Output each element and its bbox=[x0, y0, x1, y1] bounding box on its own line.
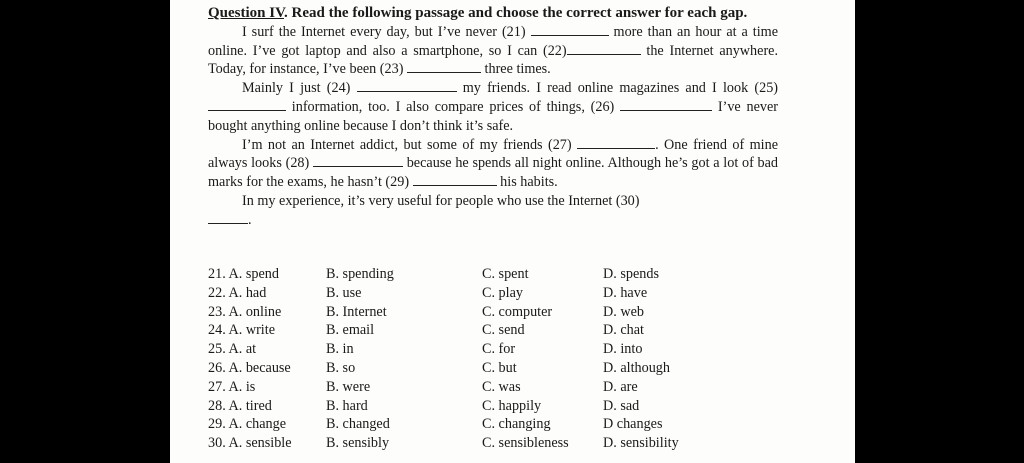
answer-option[interactable]: C. for bbox=[482, 341, 516, 358]
answer-option[interactable]: C. happily bbox=[482, 397, 542, 414]
gap-29[interactable] bbox=[413, 173, 497, 186]
passage-text: . bbox=[248, 211, 252, 228]
answer-option[interactable]: C. play bbox=[482, 284, 523, 301]
passage-text: In my experience, it’s very useful for people who use the Internet (30) bbox=[242, 192, 640, 209]
answer-option[interactable]: B. spending bbox=[326, 266, 394, 282]
gap-22[interactable] bbox=[567, 42, 641, 55]
answer-option[interactable]: C. was bbox=[482, 378, 521, 395]
passage-text: the Internet anywhere. Today, for instance, I’ve been (23) bbox=[208, 42, 779, 78]
answer-option[interactable]: 21. A. spend bbox=[208, 266, 279, 282]
question-instruction: . Read the following passage and choose the correct answer for each gap. bbox=[284, 5, 748, 21]
answer-option[interactable]: C. computer bbox=[482, 303, 553, 320]
answer-option[interactable]: B. were bbox=[326, 378, 371, 395]
passage-text: Mainly I just (24) bbox=[242, 80, 351, 97]
gap-27[interactable] bbox=[577, 136, 655, 149]
gap-24[interactable] bbox=[357, 79, 457, 92]
answer-option[interactable]: C. changing bbox=[482, 416, 551, 433]
question-number: Question IV bbox=[208, 5, 284, 21]
passage-text: because he spends all night online. Although he’s got a lot of bad marks for the exams, he hasn’t (29) bbox=[208, 155, 779, 191]
answer-option[interactable]: 26. A. because bbox=[208, 359, 291, 376]
answer-option[interactable]: B. hard bbox=[326, 397, 368, 414]
passage-paragraph-2 bbox=[208, 79, 778, 135]
answer-option[interactable]: B. email bbox=[326, 322, 375, 339]
answer-option[interactable]: 27. A. is bbox=[208, 378, 256, 395]
answer-option[interactable]: B. sensibly bbox=[326, 435, 390, 452]
answer-option[interactable]: C. send bbox=[482, 322, 525, 339]
answer-option[interactable]: B. changed bbox=[326, 416, 390, 433]
passage-paragraph-4 bbox=[208, 192, 778, 211]
gap-28[interactable] bbox=[313, 154, 403, 167]
answer-option[interactable]: C. but bbox=[482, 359, 517, 376]
answer-option[interactable]: B. use bbox=[326, 284, 362, 301]
gap-23[interactable] bbox=[407, 60, 481, 73]
passage-text: his habits. bbox=[500, 174, 558, 191]
answer-option[interactable]: C. spent bbox=[482, 266, 529, 282]
answer-option[interactable]: 25. A. at bbox=[208, 341, 257, 358]
passage-text: three times. bbox=[484, 61, 551, 78]
passage-paragraph-1 bbox=[208, 23, 778, 79]
passage-text: more than an hour at a time online. I’ve got laptop and also a smartphone, so I can (22) bbox=[208, 23, 779, 59]
passage-text: I surf the Internet every day, but I’ve never (21) bbox=[242, 23, 526, 40]
passage-text: I’m not an Internet addict, but some of my friends (27) bbox=[242, 136, 572, 153]
passage-text: my friends. I read online magazines and I look (25) bbox=[462, 80, 779, 97]
passage-text: information, too. I also compare prices of things, (26) bbox=[291, 98, 615, 115]
answer-option[interactable]: B. so bbox=[326, 359, 356, 376]
answer-option[interactable]: D. have bbox=[603, 284, 648, 301]
answer-option[interactable]: B. Internet bbox=[326, 303, 387, 320]
answer-option[interactable]: 30. A. sensible bbox=[208, 435, 292, 452]
passage-paragraph-3 bbox=[208, 136, 778, 192]
question-block bbox=[208, 4, 778, 230]
worksheet-page bbox=[170, 0, 855, 463]
answer-option[interactable]: 24. A. write bbox=[208, 322, 275, 339]
passage-text: . One friend of mine always looks (28) bbox=[208, 136, 779, 172]
answer-option[interactable]: D. although bbox=[603, 359, 670, 376]
passage-text: I’ve never bought anything online because I don’t think it’s safe. bbox=[208, 98, 779, 134]
gap-21[interactable] bbox=[531, 23, 609, 36]
answer-option[interactable]: D. sensibility bbox=[603, 435, 679, 452]
answer-option[interactable]: D. chat bbox=[603, 322, 644, 339]
question-heading bbox=[208, 4, 778, 23]
passage-paragraph-4-tail bbox=[208, 211, 778, 230]
answer-option[interactable]: D changes bbox=[603, 416, 663, 433]
gap-25[interactable] bbox=[208, 98, 286, 111]
answer-option[interactable]: D. are bbox=[603, 378, 638, 395]
answer-option[interactable]: 28. A. tired bbox=[208, 397, 272, 414]
answer-option[interactable]: 22. A. had bbox=[208, 284, 267, 301]
gap-26[interactable] bbox=[620, 98, 712, 111]
answer-option[interactable]: 29. A. change bbox=[208, 416, 287, 433]
answer-option[interactable]: C. sensibleness bbox=[482, 435, 569, 452]
gap-30[interactable] bbox=[208, 211, 248, 224]
answer-option[interactable]: D. spends bbox=[603, 266, 659, 282]
answer-option[interactable]: D. web bbox=[603, 303, 644, 320]
answer-option[interactable]: D. into bbox=[603, 341, 643, 358]
answer-option[interactable]: D. sad bbox=[603, 397, 640, 414]
answer-option[interactable]: 23. A. online bbox=[208, 303, 282, 320]
answer-option[interactable]: B. in bbox=[326, 341, 354, 358]
